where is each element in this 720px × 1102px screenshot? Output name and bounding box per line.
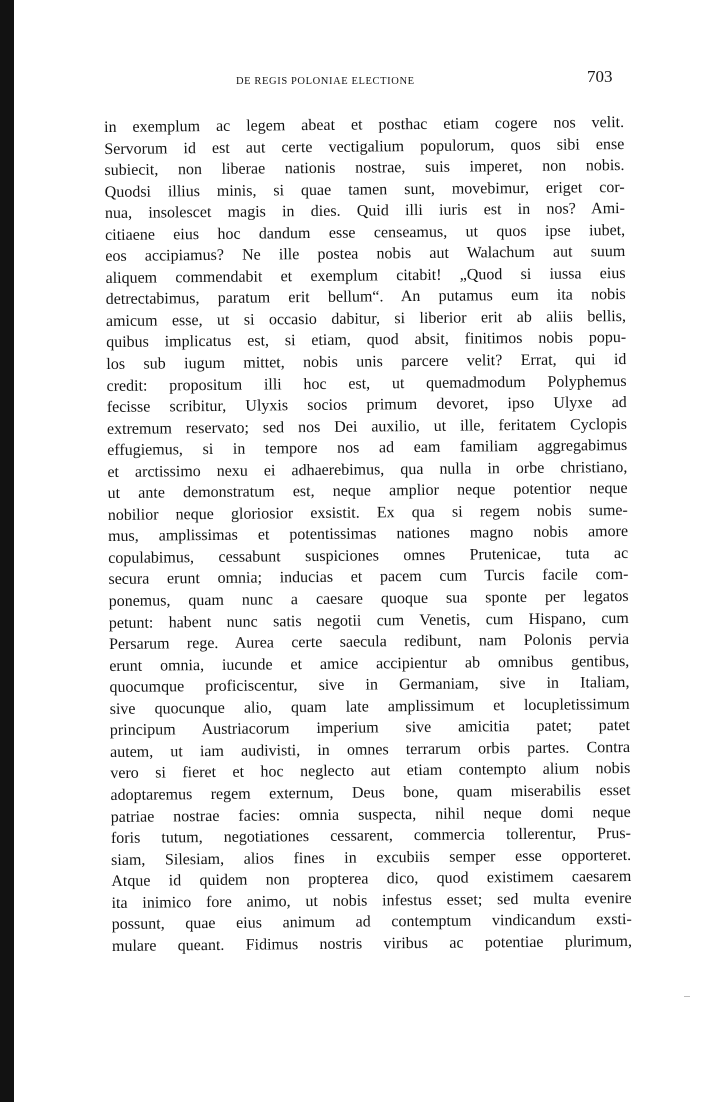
text-line: mulare queant. Fidimus nostris viribus ac potentiae plurimum,	[111, 932, 633, 955]
text-line: copulabimus, cessabunt suspiciones omnes Prutenicae, tuta ac	[108, 544, 629, 567]
text-line: ut ante demonstratum est, neque amplior neque potentior neque	[107, 480, 628, 503]
running-head: DE REGIS POLONIAE ELECTIONE	[236, 76, 415, 87]
book-spine-edge	[0, 0, 14, 1102]
text-line: ita inimico fore animo, ut nobis infestus esset; sed multa evenire	[111, 889, 632, 912]
text-line: ponemus, quam nunc a caesare quoque sua sponte per legatos	[108, 588, 629, 611]
text-line: secura erunt omnia; inducias et pacem cum Turcis facile com-	[108, 566, 629, 589]
text-line: subiecit, non liberae nationis nostrae, suis imperet, non nobis.	[104, 157, 625, 180]
text-line: possunt, quae eius animum ad contemptum vindicandum exsti-	[111, 911, 632, 934]
text-line: citiaene eius hoc dandum esse censeamus, ut quos ipse iubet,	[105, 221, 626, 244]
text-line: eos accipiamus? Ne ille postea nobis aut Walachum aut suum	[105, 243, 626, 266]
text-line: autem, ut iam audivisti, in omnes terrarum orbis partes. Contra	[110, 738, 631, 761]
text-line: quocumque proficiscentur, sive in Germaniam, sive in Italiam,	[109, 674, 630, 697]
text-line: los sub iugum mittet, nobis unis parcere velit? Errat, qui id	[106, 351, 627, 374]
text-line: extremum reservato; sed nos Dei auxilio, ut ille, feritatem Cyclopis	[106, 415, 628, 438]
text-line: erunt omnia, iucunde et amice accipientur ab omnibus gentibus,	[109, 652, 630, 675]
text-line: quibus implicatus est, si etiam, quod absit, finitimos nobis popu-	[106, 329, 627, 352]
text-line: effugiemus, si in tempore nos ad eam familiam aggregabimus	[107, 437, 628, 460]
text-line: foris tutum, negotiationes cessarent, commercia tollerentur, Prus-	[110, 825, 631, 848]
text-line: nobilior neque gloriosior exsistit. Ex qua si regem nobis sume-	[107, 501, 628, 524]
text-line: petunt: habent nunc satis negotii cum Venetis, cum Hispano, cum	[108, 609, 629, 632]
text-line: patriae nostrae facies: omnia suspecta, nihil neque domi neque	[110, 803, 631, 826]
text-line: adoptaremus regem externum, Deus bone, quam miserabilis esset	[110, 781, 631, 804]
body-text	[104, 112, 632, 957]
text-line: fecisse scribitur, Ulyxis socios primum devoret, ipso Ulyxe ad	[106, 394, 627, 417]
text-line: Servorum id est aut certe vectigalium populorum, quos sibi ense	[104, 135, 625, 158]
text-line: in exemplum ac legem abeat et posthac etiam cogere nos velit.	[104, 114, 625, 136]
text-line: aliquem commendabit et exemplum citabit! „Quod si iussa eius	[105, 264, 626, 287]
text-line: amicum esse, ut si occasio dabitur, si liberior erit ab aliis bellis,	[105, 307, 627, 330]
text-line: nua, insolescet magis in dies. Quid illi iuris est in nos? Ami-	[104, 200, 625, 223]
text-line: Persarum rege. Aurea certe saecula redibunt, nam Polonis pervia	[108, 631, 630, 654]
text-line: detrectabimus, paratum erit bellum“. An putamus eum ita nobis	[105, 286, 626, 309]
text-line: Atque id quidem non propterea dico, quod existimem caesarem	[111, 868, 632, 891]
margin-mark	[684, 996, 690, 997]
text-line: siam, Silesiam, alios fines in excubiis semper esse opporteret.	[111, 846, 632, 869]
text-line: vero si fieret et hoc neglecto aut etiam contempto alium nobis	[110, 760, 631, 783]
text-line: credit: propositum illi hoc est, ut quemadmodum Polyphemus	[106, 372, 627, 395]
page-number: 703	[587, 67, 613, 86]
text-line: mus, amplissimas et potentissimas nationes magno nobis amore	[107, 523, 629, 546]
text-line: Quodsi illius minis, si quae tamen sunt, movebimur, eriget cor-	[104, 178, 625, 201]
text-line: et arctissimo nexu ei adhaerebimus, qua nulla in orbe christiano,	[107, 458, 628, 481]
text-line: sive quocunque alio, quam late amplissimum et locupletissimum	[109, 695, 630, 718]
text-line: principum Austriacorum imperium sive amicitia patet; patet	[109, 717, 630, 740]
